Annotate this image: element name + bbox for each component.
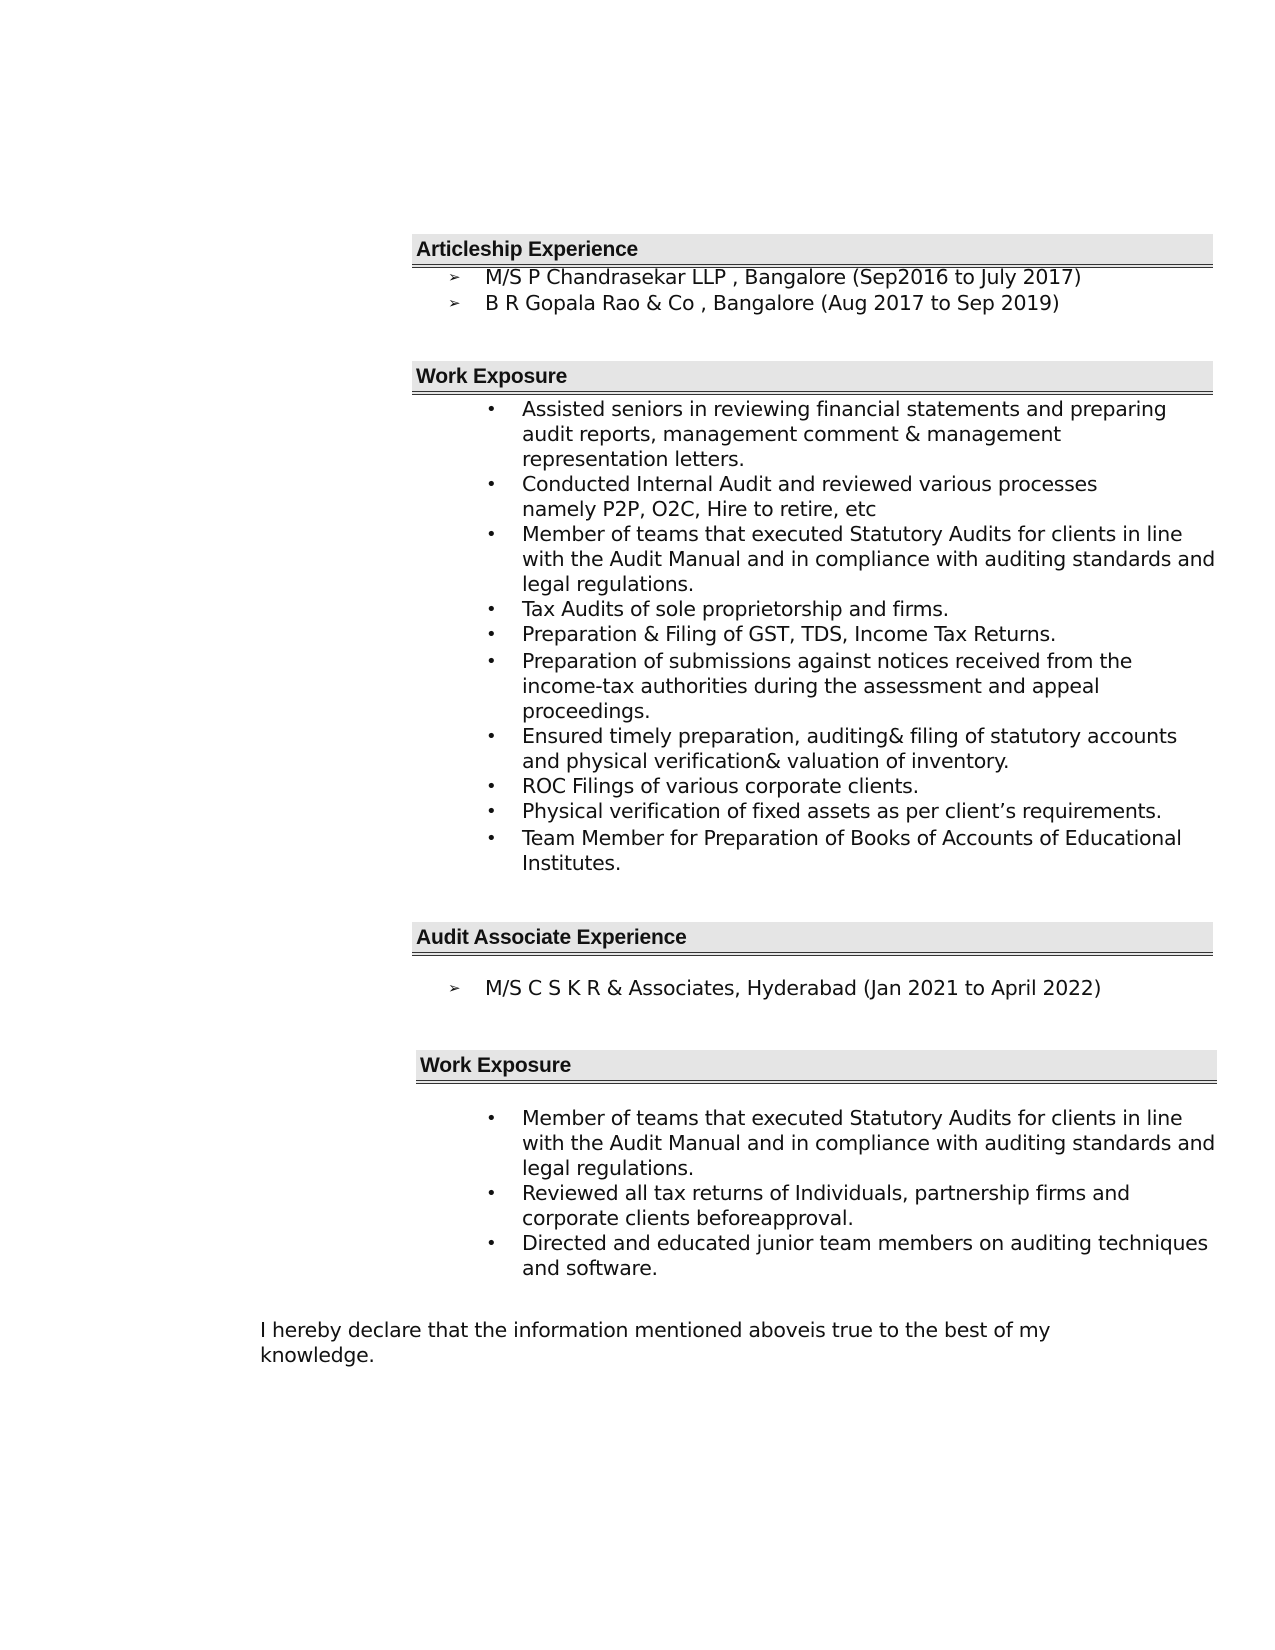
list-item	[486, 1181, 1215, 1231]
list-item-text: Member of teams that executed Statutory Audits for clients in line	[522, 1106, 1183, 1130]
list-item-text: Tax Audits of sole proprietorship and firms.	[522, 597, 949, 621]
list-item	[486, 1106, 1215, 1181]
list-item	[486, 724, 1215, 774]
declaration-line: knowledge.	[260, 1343, 375, 1367]
list-item-text: Conducted Internal Audit and reviewed various processes	[522, 472, 1098, 496]
list-item-text: Reviewed all tax returns of Individuals, partnership firms and	[522, 1181, 1130, 1205]
list-item-text: ROC Filings of various corporate clients.	[522, 774, 919, 798]
list-item	[486, 799, 1215, 824]
list-item-text: Institutes.	[522, 851, 622, 875]
list-item-text: and physical verification& valuation of inventory.	[522, 749, 1010, 773]
list-item	[486, 597, 1215, 622]
bullet-icon: •	[486, 651, 497, 672]
bullet-icon: •	[486, 801, 497, 822]
list-item-text: B R Gopala Rao & Co , Bangalore (Aug 2017 to Sep 2019)	[485, 291, 1060, 315]
bullet-icon: •	[486, 726, 497, 747]
list-item-text: Ensured timely preparation, auditing& filing of statutory accounts	[522, 724, 1177, 748]
bullet-icon: •	[486, 828, 497, 849]
list-item-text: Team Member for Preparation of Books of Accounts of Educational	[522, 826, 1182, 850]
section-heading-work-exposure-2	[416, 1050, 1217, 1084]
bullet-icon: •	[486, 524, 497, 545]
declaration-text	[260, 1318, 1050, 1368]
arrow-bullet-icon: ➢	[448, 268, 461, 286]
list-item-text: legal regulations.	[522, 572, 695, 596]
bullet-icon: •	[486, 474, 497, 495]
bullet-icon: •	[486, 776, 497, 797]
list-item-text: Preparation of submissions against notices received from the	[522, 649, 1133, 673]
list-item-text: Assisted seniors in reviewing financial statements and preparing	[522, 397, 1167, 421]
bullet-icon: •	[486, 1183, 497, 1204]
bullet-icon: •	[486, 599, 497, 620]
list-item	[486, 472, 1215, 522]
section-heading-work-exposure	[412, 361, 1213, 395]
list-item-text: corporate clients beforeapproval.	[522, 1206, 854, 1230]
section-heading-text: Articleship Experience	[416, 238, 639, 261]
list-item-text: Preparation & Filing of GST, TDS, Income Tax Returns.	[522, 622, 1057, 646]
list-item-text: legal regulations.	[522, 1156, 695, 1180]
bullet-icon: •	[486, 1233, 497, 1254]
section-heading-audit-associate	[412, 922, 1213, 956]
section-heading-text: Work Exposure	[416, 365, 568, 388]
list-item-text: Directed and educated junior team members on auditing techniques	[522, 1231, 1208, 1255]
bullet-icon: •	[486, 399, 497, 420]
list-item	[486, 649, 1215, 724]
list-item	[448, 975, 1101, 1001]
list-item	[486, 397, 1215, 472]
bullet-icon: •	[486, 1108, 497, 1129]
list-item	[486, 826, 1215, 876]
work-exposure-list	[486, 397, 1215, 876]
list-item	[486, 774, 1215, 799]
arrow-bullet-icon: ➢	[448, 294, 461, 312]
list-item	[486, 622, 1215, 647]
section-heading-articleship	[412, 234, 1213, 268]
section-heading-text: Audit Associate Experience	[416, 926, 687, 949]
list-item-text: representation letters.	[522, 447, 745, 471]
list-item-text: M/S P Chandrasekar LLP , Bangalore (Sep2016 to July 2017)	[485, 265, 1082, 289]
list-item-text: with the Audit Manual and in compliance with auditing standards and	[522, 547, 1216, 571]
list-item-text: M/S C S K R & Associates, Hyderabad (Jan 2021 to April 2022)	[485, 976, 1102, 1000]
section-heading-text: Work Exposure	[420, 1054, 572, 1077]
arrow-bullet-icon: ➢	[448, 979, 461, 997]
bullet-icon: •	[486, 624, 497, 645]
audit-associate-list	[448, 975, 1101, 1001]
list-item	[448, 264, 1081, 290]
list-item-text: namely P2P, O2C, Hire to retire, etc	[522, 497, 877, 521]
list-item-text: with the Audit Manual and in compliance with auditing standards and	[522, 1131, 1216, 1155]
list-item	[448, 290, 1081, 316]
list-item-text: proceedings.	[522, 699, 651, 723]
work-exposure-2-list	[486, 1106, 1215, 1281]
declaration-line: I hereby declare that the information mentioned aboveis true to the best of my	[260, 1318, 1051, 1342]
list-item-text: Physical verification of fixed assets as per client’s requirements.	[522, 799, 1162, 823]
list-item	[486, 522, 1215, 597]
list-item-text: Member of teams that executed Statutory Audits for clients in line	[522, 522, 1183, 546]
list-item	[486, 1231, 1215, 1281]
list-item-text: and software.	[522, 1256, 658, 1280]
articleship-list	[448, 264, 1081, 316]
list-item-text: audit reports, management comment & management	[522, 422, 1061, 446]
list-item-text: income-tax authorities during the assessment and appeal	[522, 674, 1100, 698]
